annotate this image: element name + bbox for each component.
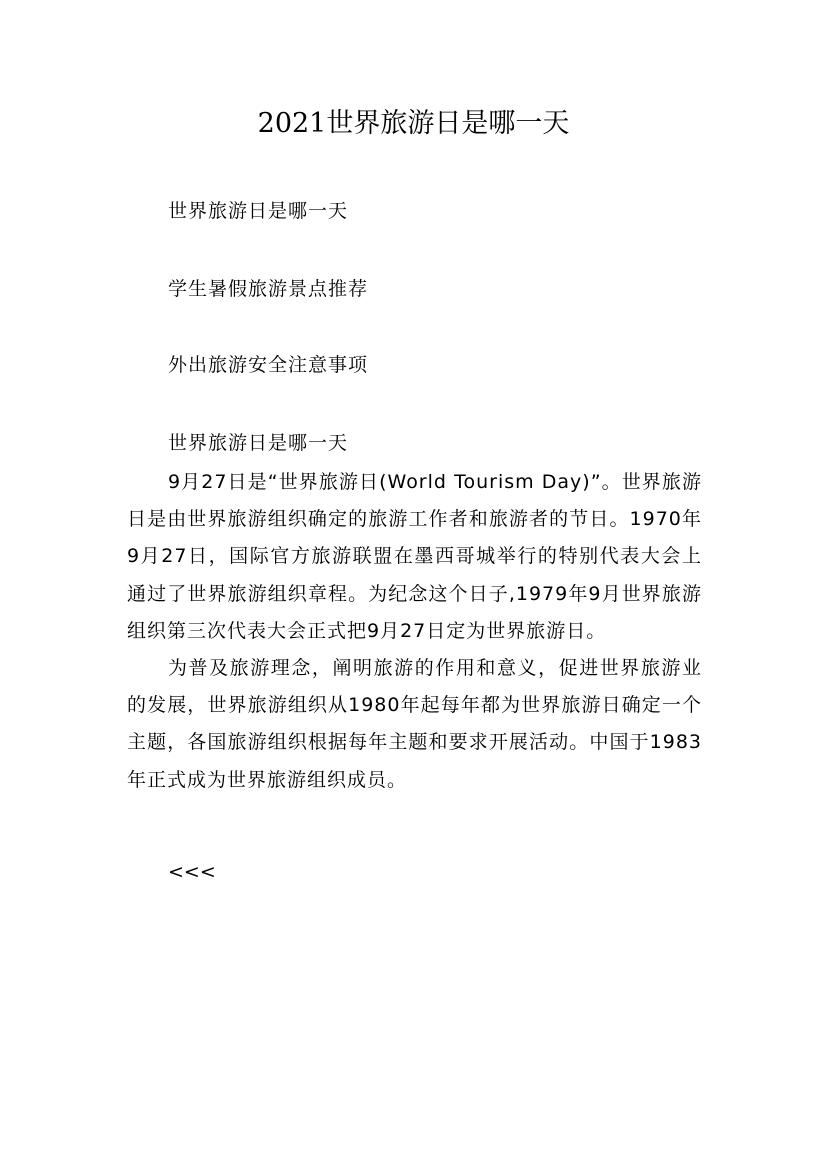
toc-item-1[interactable]: 世界旅游日是哪一天 bbox=[168, 200, 349, 222]
article-body bbox=[127, 464, 702, 799]
toc-item-3[interactable]: 外出旅游安全注意事项 bbox=[168, 354, 369, 376]
document-title: 2021世界旅游日是哪一天 bbox=[257, 108, 570, 139]
toc-item-2[interactable]: 学生暑假旅游景点推荐 bbox=[168, 278, 369, 300]
paragraph-2: 为普及旅游理念，阐明旅游的作用和意义，促进世界旅游业的发展，世界旅游组织从1980年起每年都为世界旅游日确定一个主题，各国旅游组织根据每年主题和要求开展活动。中国于1983年正式成为世界旅游组织成员。 bbox=[127, 657, 702, 791]
back-link[interactable]: <<< bbox=[168, 861, 216, 883]
section-heading: 世界旅游日是哪一天 bbox=[168, 432, 349, 454]
paragraph-1: 9月27日是“世界旅游日(World Tourism Day)”。世界旅游日是由世界旅游组织确定的旅游工作者和旅游者的节日。1970年9月27日，国际官方旅游联盟在墨西哥城举行的特别代表大会上通过了世界旅游组织章程。为纪念这个日子,1979年9月世界旅游组织第三次代表大会正式把9月27日定为世界旅游日。 bbox=[127, 471, 702, 642]
